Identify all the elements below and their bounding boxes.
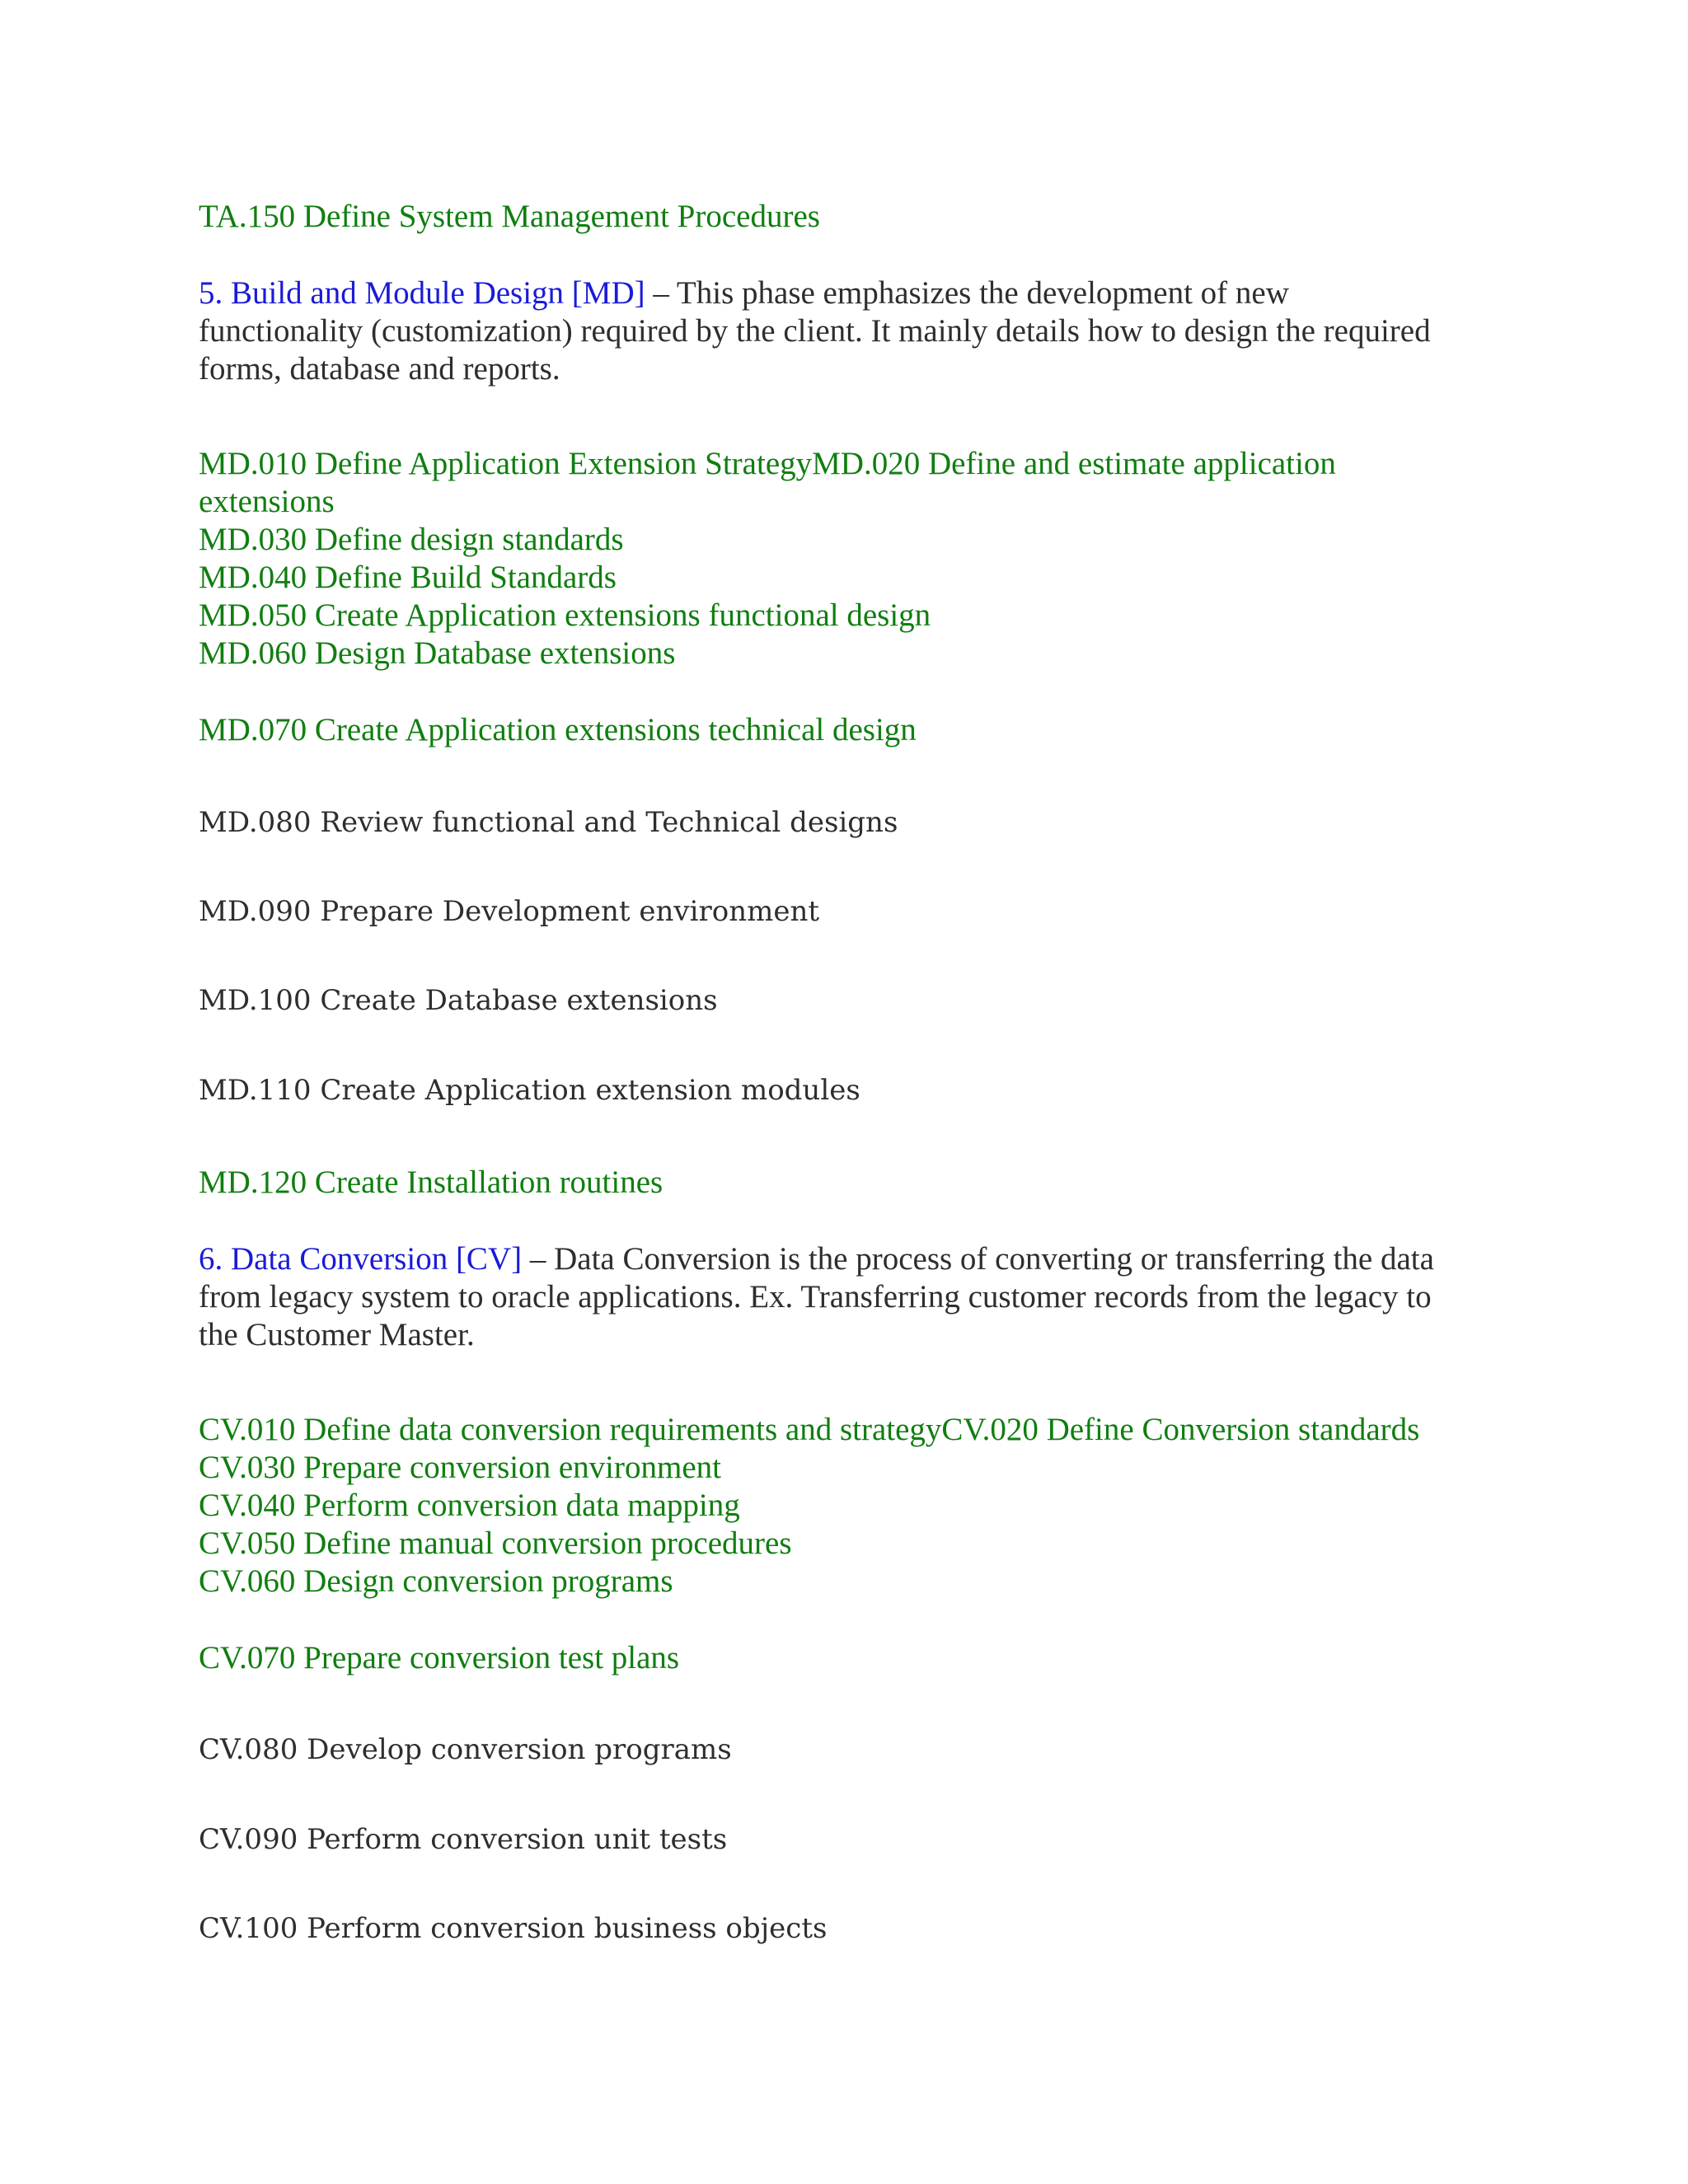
task-item-md010-continued: extensions xyxy=(199,484,335,519)
task-item-cv070: CV.070 Prepare conversion test plans xyxy=(199,1640,680,1675)
section-6-paragraph xyxy=(199,1240,1484,1354)
task-item-cv060: CV.060 Design conversion programs xyxy=(199,1563,673,1599)
task-item-md100: MD.100 Create Database extensions xyxy=(199,984,718,1017)
section-5-body-line-3: forms, database and reports. xyxy=(199,351,560,387)
section-5-paragraph xyxy=(199,274,1484,388)
section-6-body-line-3: the Customer Master. xyxy=(199,1317,475,1352)
task-item-cv050: CV.050 Define manual conversion procedures xyxy=(199,1526,792,1561)
task-item-cv080: CV.080 Develop conversion programs xyxy=(199,1733,732,1766)
task-item-md070: MD.070 Create Application extensions technical design xyxy=(199,712,917,748)
task-item-md080: MD.080 Review functional and Technical designs xyxy=(199,806,898,839)
section-5-body-line-2: functionality (customization) required by the client. It mainly details how to design the required xyxy=(199,313,1431,349)
section-5-body-line-1: – This phase emphasizes the development of new xyxy=(645,275,1289,311)
task-item-cv040: CV.040 Perform conversion data mapping xyxy=(199,1488,740,1523)
task-item-md110: MD.110 Create Application extension modules xyxy=(199,1074,860,1107)
task-item-ta150: TA.150 Define System Management Procedures xyxy=(199,199,820,234)
section-5-heading: 5. Build and Module Design [MD] xyxy=(199,275,645,311)
task-item-cv100: CV.100 Perform conversion business objects xyxy=(199,1912,828,1945)
section-6-heading: 6. Data Conversion [CV] xyxy=(199,1241,523,1277)
task-item-cv010: CV.010 Define data conversion requirements and strategyCV.020 Define Conversion standards xyxy=(199,1412,1420,1447)
task-item-md010: MD.010 Define Application Extension StrategyMD.020 Define and estimate application xyxy=(199,446,1336,481)
task-item-cv090: CV.090 Perform conversion unit tests xyxy=(199,1823,728,1856)
task-item-md060: MD.060 Design Database extensions xyxy=(199,635,676,671)
task-item-md030: MD.030 Define design standards xyxy=(199,522,624,557)
task-item-cv030: CV.030 Prepare conversion environment xyxy=(199,1450,721,1485)
task-item-md040: MD.040 Define Build Standards xyxy=(199,560,617,595)
section-6-body-line-1: – Data Conversion is the process of converting or transferring the data xyxy=(522,1241,1434,1277)
task-item-md050: MD.050 Create Application extensions functional design xyxy=(199,598,931,633)
task-item-md120: MD.120 Create Installation routines xyxy=(199,1165,663,1200)
section-6-body-line-2: from legacy system to oracle applications. Ex. Transferring customer records from the legacy to xyxy=(199,1279,1432,1315)
task-item-md090: MD.090 Prepare Development environment xyxy=(199,895,820,928)
